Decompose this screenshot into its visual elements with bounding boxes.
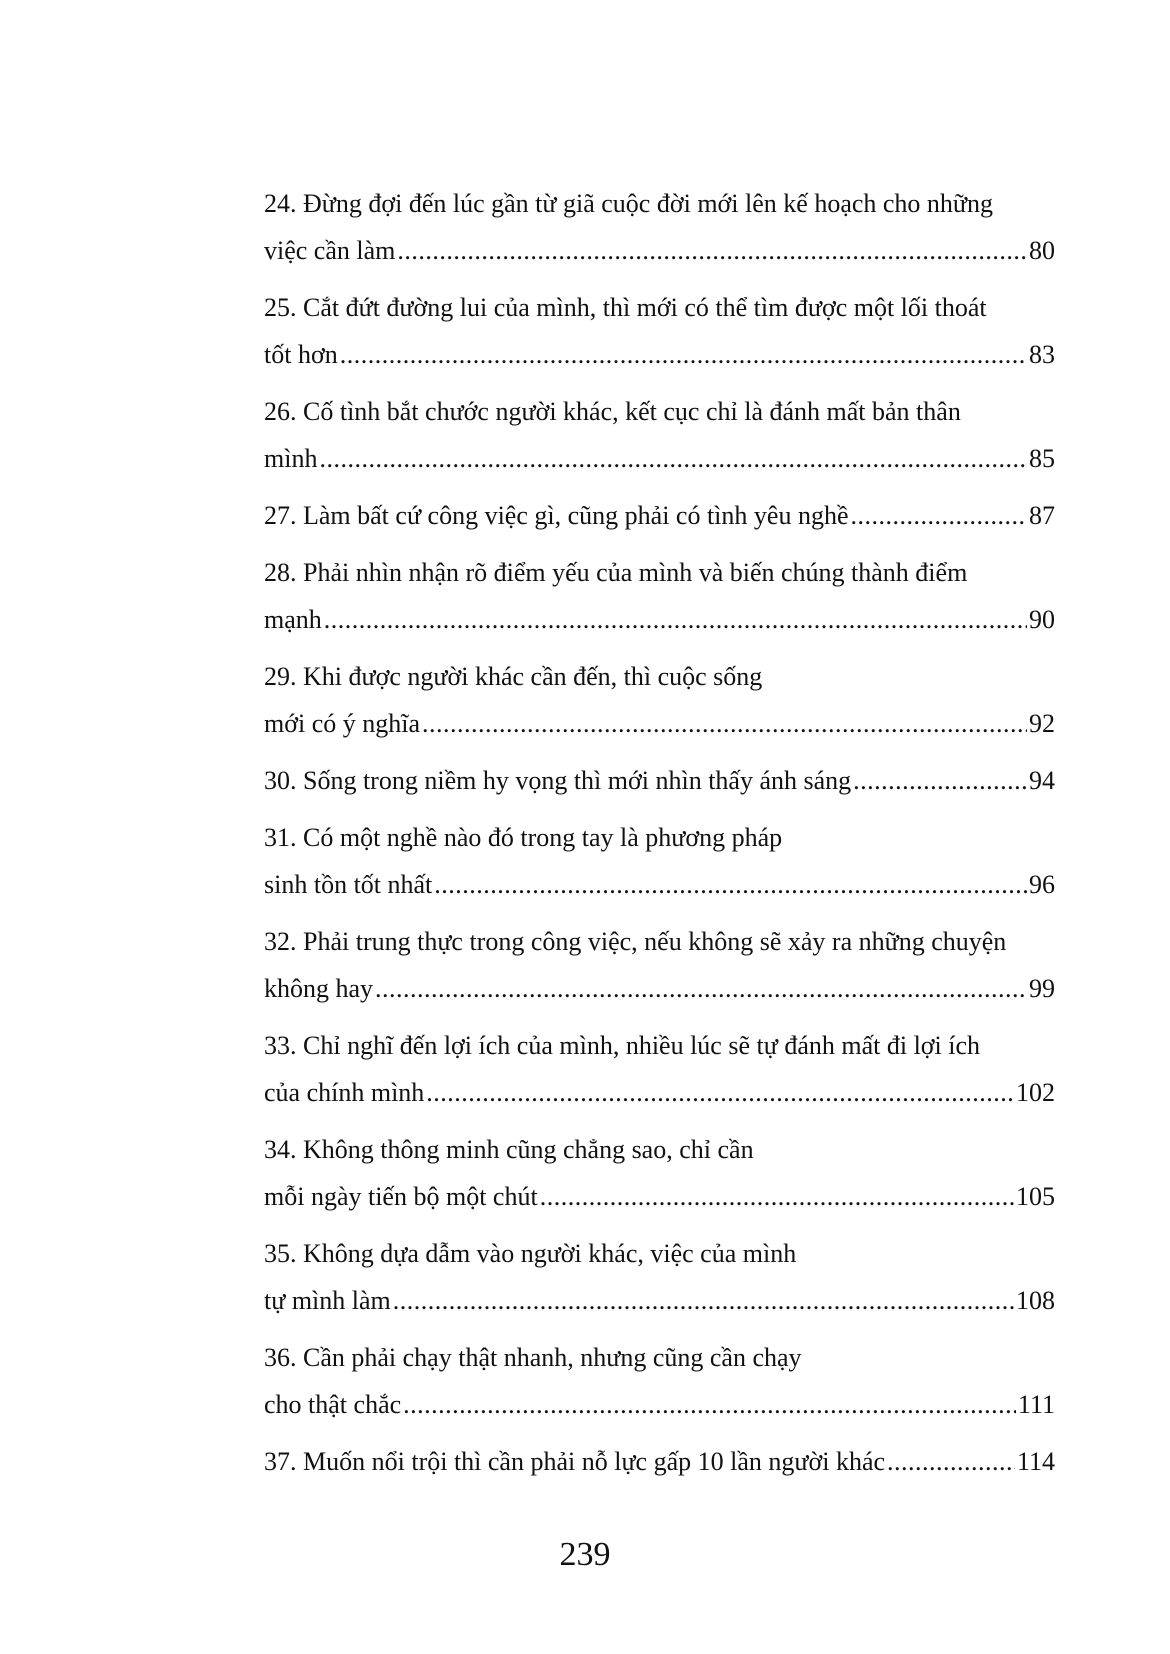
toc-entry-title-continued: việc cần làm: [264, 236, 396, 265]
toc-entry-title: 28. Phải nhìn nhận rõ điểm yếu của mình và biến chúng thành điểm: [264, 558, 968, 587]
dot-leader: [324, 596, 1027, 643]
toc-entry-leader: [264, 1277, 1055, 1324]
toc-entry-28: [264, 549, 1055, 643]
toc-entry-page: 96: [1029, 870, 1055, 899]
toc-entry-title-continued: cho thật chắc: [264, 1390, 402, 1419]
toc-entry-leader: [264, 1173, 1055, 1220]
toc-entry-36: [264, 1334, 1055, 1428]
toc-entry-leader: [264, 1438, 1055, 1485]
toc-entry-leader: [264, 492, 1055, 539]
toc-entry-page: 99: [1029, 974, 1055, 1003]
toc-entry-page: 90: [1029, 605, 1055, 634]
toc-entry-33: [264, 1022, 1055, 1116]
toc-entry-page: 87: [1029, 501, 1055, 530]
toc-entry-title-continued: tốt hơn: [264, 340, 338, 369]
toc-entry-leader: [264, 1381, 1055, 1428]
toc-entry-leader: [264, 861, 1055, 908]
toc-entry-24: [264, 180, 1055, 274]
dot-leader: [397, 227, 1027, 274]
toc-entry-title: 36. Cần phải chạy thật nhanh, nhưng cũng cần chạy: [264, 1343, 802, 1372]
dot-leader: [393, 1277, 1014, 1324]
toc-entry-page: 102: [1016, 1078, 1055, 1107]
toc-entry-leader: [264, 435, 1055, 482]
toc-entry-leader: [264, 596, 1055, 643]
page-number: 239: [559, 1536, 611, 1573]
dot-leader: [434, 861, 1027, 908]
toc-entry-title: 37. Muốn nổi trội thì cần phải nỗ lực gấp 10 lần người khác: [264, 1447, 886, 1476]
dot-leader: [375, 965, 1027, 1012]
toc-entry-title: 27. Làm bất cứ công việc gì, cũng phải có tình yêu nghề: [264, 501, 849, 530]
dot-leader: [853, 757, 1027, 804]
dot-leader: [887, 1438, 1015, 1485]
toc-entry-title-continued: mình: [264, 444, 318, 473]
toc-entry-title-continued: mạnh: [264, 605, 322, 634]
toc-entry-31: [264, 814, 1055, 908]
toc-entry-30: [264, 757, 1055, 804]
toc-entry-title-continued: mới có ý nghĩa: [264, 709, 420, 738]
toc-entry-34: [264, 1126, 1055, 1220]
toc-entry-leader: [264, 227, 1055, 274]
toc-entry-27: [264, 492, 1055, 539]
dot-leader: [403, 1381, 1016, 1428]
dot-leader: [426, 1069, 1014, 1116]
toc-entry-title: 35. Không dựa dẫm vào người khác, việc của mình: [264, 1239, 797, 1268]
toc-entry-title: 26. Cố tình bắt chước người khác, kết cục chỉ là đánh mất bản thân: [264, 397, 961, 426]
toc-entry-title-continued: tự mình làm: [264, 1286, 391, 1315]
toc-entry-title: 34. Không thông minh cũng chẳng sao, chỉ cần: [264, 1135, 754, 1164]
toc-entry-page: 94: [1029, 766, 1055, 795]
toc-entry-title: 29. Khi được người khác cần đến, thì cuộc sống: [264, 662, 763, 691]
toc-entry-leader: [264, 757, 1055, 804]
toc-entry-title: 25. Cắt đứt đường lui của mình, thì mới có thể tìm được một lối thoát: [264, 293, 987, 322]
toc-entry-page: 105: [1016, 1182, 1055, 1211]
dot-leader: [319, 435, 1027, 482]
toc-entry-page: 80: [1029, 236, 1055, 265]
toc-entry-leader: [264, 965, 1055, 1012]
toc-entry-title: 32. Phải trung thực trong công việc, nếu không sẽ xảy ra những chuyện: [264, 927, 1007, 956]
dot-leader: [340, 331, 1027, 378]
toc-entry-page: 92: [1029, 709, 1055, 738]
toc-entry-title-continued: không hay: [264, 974, 374, 1003]
toc-entry-leader: [264, 700, 1055, 747]
toc-entry-32: [264, 918, 1055, 1012]
toc-entry-title-continued: của chính mình: [264, 1078, 425, 1107]
toc-entry-title: 30. Sống trong niềm hy vọng thì mới nhìn thấy ánh sáng: [264, 766, 852, 795]
toc-entry-title: 33. Chỉ nghĩ đến lợi ích của mình, nhiều lúc sẽ tự đánh mất đi lợi ích: [264, 1031, 981, 1060]
toc-entry-title: 24. Đừng đợi đến lúc gần từ giã cuộc đời mới lên kế hoạch cho những: [264, 189, 994, 218]
dot-leader: [540, 1173, 1014, 1220]
toc-entry-page: 85: [1029, 444, 1055, 473]
toc-entry-title-continued: sinh tồn tốt nhất: [264, 870, 433, 899]
toc-entry-page: 111: [1017, 1390, 1055, 1419]
toc-entry-leader: [264, 331, 1055, 378]
toc-entry-page: 114: [1016, 1447, 1055, 1476]
toc-entry-title: 31. Có một nghề nào đó trong tay là phương pháp: [264, 823, 783, 852]
toc-entry-title-continued: mỗi ngày tiến bộ một chút: [264, 1182, 538, 1211]
toc-entry-29: [264, 653, 1055, 747]
dot-leader: [422, 700, 1027, 747]
toc-entry-page: 108: [1016, 1286, 1055, 1315]
toc-entry-25: [264, 284, 1055, 378]
toc-entry-leader: [264, 1069, 1055, 1116]
toc-entry-37: [264, 1438, 1055, 1485]
toc-entry-35: [264, 1230, 1055, 1324]
dot-leader: [850, 492, 1027, 539]
table-of-contents: [264, 180, 1055, 1495]
toc-entry-page: 83: [1029, 340, 1055, 369]
toc-entry-26: [264, 388, 1055, 482]
